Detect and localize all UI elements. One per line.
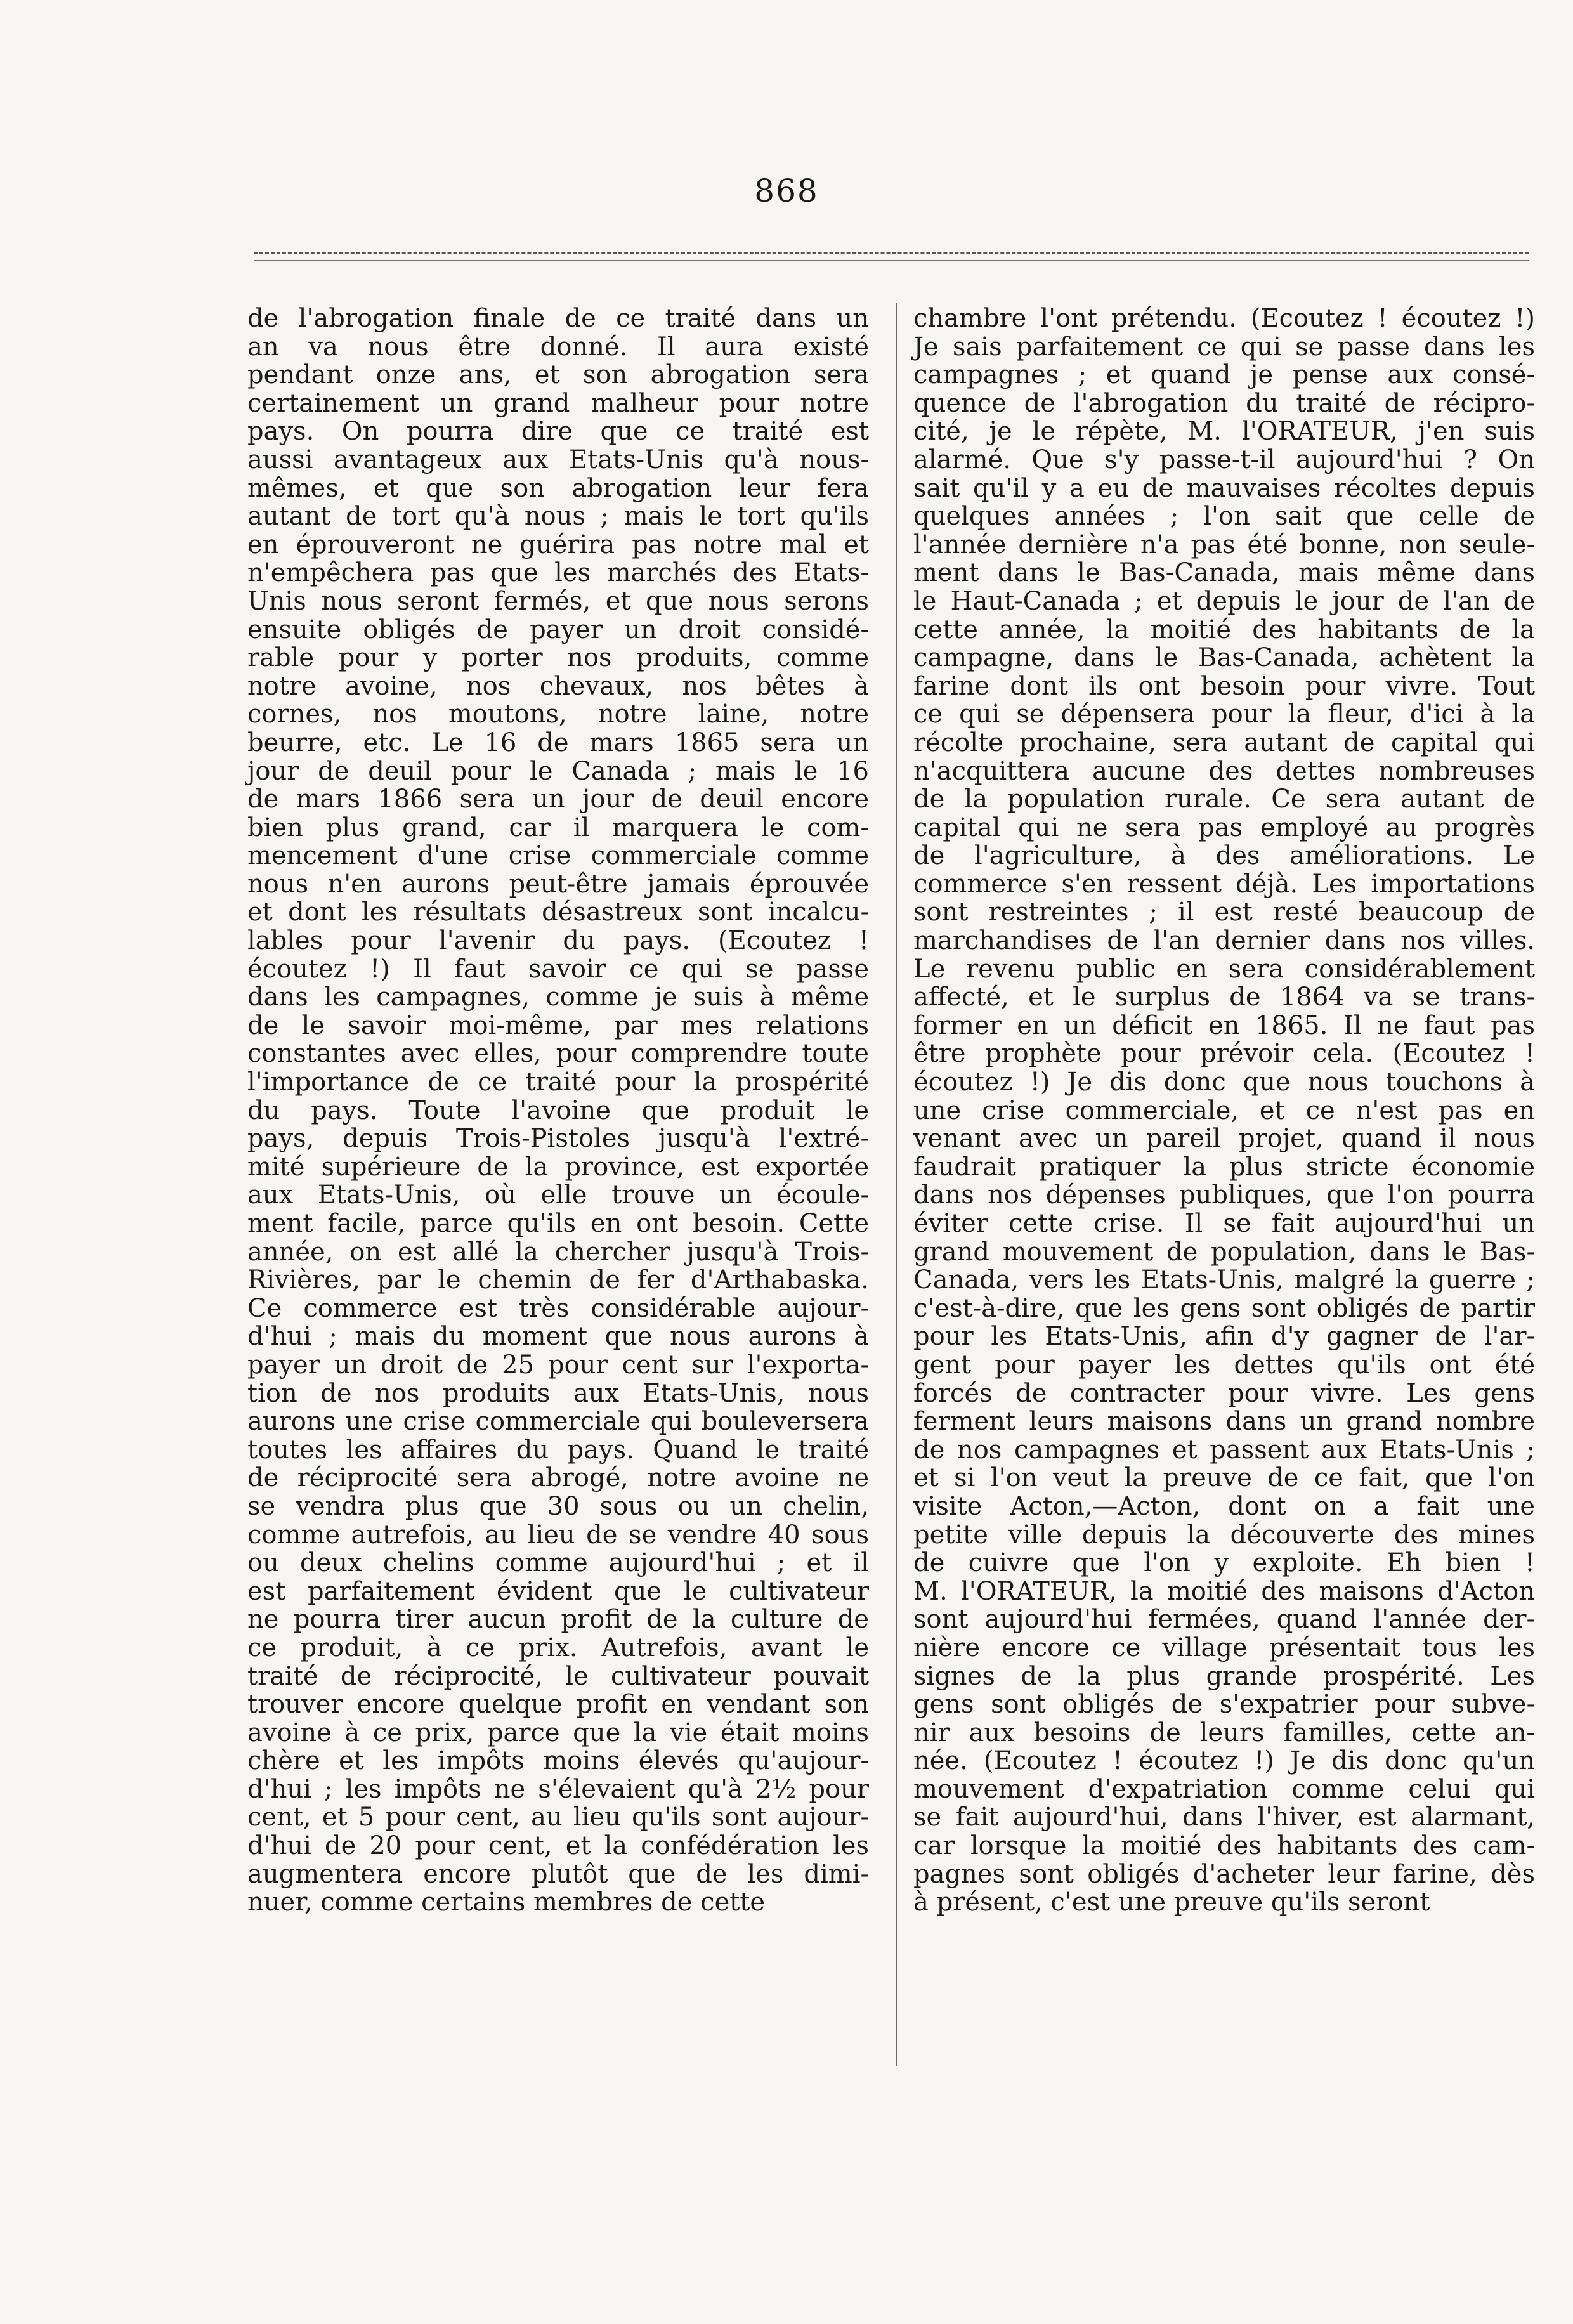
text-line: lables pour l'avenir du pays. (Ecoutez !: [247, 926, 869, 956]
text-line: pendant onze ans, et son abrogation sera: [247, 360, 869, 390]
text-line: certainement un grand malheur pour notre: [247, 388, 869, 418]
text-line: ensuite obligés de payer un droit considé-: [247, 615, 869, 644]
text-line: an va nous être donné. Il aura existé: [247, 332, 869, 362]
text-line: c'est-à-dire, que les gens sont obligés de partir: [913, 1293, 1535, 1323]
text-line: grand mouvement de population, dans le Bas-: [913, 1237, 1535, 1267]
page-number: 868: [754, 173, 819, 209]
left-column: [247, 304, 869, 1917]
text-line: être prophète pour prévoir cela. (Ecoutez !: [913, 1039, 1535, 1069]
text-line: quence de l'abrogation du traité de récipro-: [913, 388, 1535, 418]
text-line: former en un déficit en 1865. Il ne faut pas: [913, 1010, 1535, 1040]
text-line: de cuivre que l'on y exploite. Eh bien !: [913, 1548, 1535, 1578]
text-line: aurons une crise commerciale qui bouleversera: [247, 1407, 869, 1437]
text-line: Canada, vers les Etats-Unis, malgré la guerre ;: [913, 1265, 1535, 1295]
text-line: bien plus grand, car il marquera le com-: [247, 813, 869, 842]
text-line: de le savoir moi-même, par mes relations: [247, 1010, 869, 1040]
text-line: ne pourra tirer aucun profit de la culture de: [247, 1605, 869, 1635]
text-line: ce qui se dépensera pour la fleur, d'ici à la: [913, 700, 1535, 729]
text-line: de réciprocité sera abrogé, notre avoine ne: [247, 1463, 869, 1493]
text-line: nous n'en aurons peut-être jamais éprouvée: [247, 869, 869, 899]
text-line: farine dont ils ont besoin pour vivre. Tout: [913, 671, 1535, 701]
text-line: éviter cette crise. Il se fait aujourd'hui un: [913, 1209, 1535, 1238]
text-line: signes de la plus grande prospérité. Les: [913, 1661, 1535, 1691]
text-line: d'hui ; mais du moment que nous aurons à: [247, 1322, 869, 1352]
text-line: en éprouveront ne guérira pas notre mal et: [247, 530, 869, 559]
text-line: comme autrefois, au lieu de se vendre 40 sous: [247, 1520, 869, 1550]
text-line: nuer, comme certains membres de cette: [247, 1888, 766, 1917]
text-line: faudrait pratiquer la plus stricte économie: [913, 1152, 1535, 1182]
text-line: cité, je le répète, M. l'ORATEUR, j'en suis: [913, 417, 1535, 447]
text-line: Je sais parfaitement ce qui se passe dans les: [913, 332, 1535, 362]
text-line: sait qu'il y a eu de mauvaises récoltes depuis: [913, 473, 1535, 503]
text-line: chère et les impôts moins élevés qu'aujour-: [247, 1746, 869, 1776]
text-line: cette année, la moitié des habitants de la: [913, 615, 1535, 644]
text-line: cent, et 5 pour cent, au lieu qu'ils sont aujour-: [247, 1803, 869, 1832]
text-line: alarmé. Que s'y passe-t-il aujourd'hui ? On: [913, 445, 1535, 474]
text-line: petite ville depuis la découverte des mines: [913, 1520, 1535, 1550]
text-line: de l'agriculture, à des améliorations. Le: [913, 841, 1535, 871]
text-line: du pays. Toute l'avoine que produit le: [247, 1095, 869, 1125]
text-line: campagnes ; et quand je pense aux consé-: [913, 360, 1535, 390]
text-line: née. (Ecoutez ! écoutez !) Je dis donc qu'un: [913, 1746, 1535, 1776]
text-line: visite Acton,—Acton, dont on a fait une: [913, 1491, 1535, 1521]
text-line: ferment leurs maisons dans un grand nombre: [913, 1407, 1535, 1437]
text-line: écoutez !) Il faut savoir ce qui se passe: [247, 954, 869, 984]
text-line: récolte prochaine, sera autant de capital qui: [913, 728, 1535, 757]
text-line: ment facile, parce qu'ils en ont besoin. Cette: [247, 1209, 869, 1238]
text-line: campagne, dans le Bas-Canada, achètent la: [913, 643, 1535, 673]
text-line: de l'abrogation finale de ce traité dans un: [247, 304, 869, 333]
text-line: Ce commerce est très considérable aujour-: [247, 1293, 869, 1323]
text-line: de la population rurale. Ce sera autant de: [913, 785, 1535, 814]
text-line: année, on est allé la chercher jusqu'à Trois-: [247, 1237, 869, 1267]
text-line: ce produit, à ce prix. Autrefois, avant le: [247, 1633, 869, 1662]
text-line: car lorsque la moitié des habitants des cam-: [913, 1831, 1535, 1861]
text-line: payer un droit de 25 pour cent sur l'exporta-: [247, 1350, 869, 1380]
text-line: Le revenu public en sera considérablement: [913, 954, 1535, 984]
text-line: est parfaitement évident que le cultivateur: [247, 1576, 869, 1606]
text-line: autant de tort qu'à nous ; mais le tort qu'ils: [247, 502, 869, 532]
text-line: l'année dernière n'a pas été bonne, non seule-: [913, 530, 1535, 559]
text-line: nière encore ce village présentait tous les: [913, 1633, 1535, 1662]
text-line: sont aujourd'hui fermées, quand l'année der-: [913, 1605, 1535, 1635]
text-line: tion de nos produits aux Etats-Unis, nous: [247, 1378, 869, 1408]
text-line: à présent, c'est une preuve qu'ils seront: [913, 1888, 1430, 1917]
header-rule-dashed: [254, 252, 1529, 257]
header-rule-solid: [254, 260, 1529, 264]
text-line: mêmes, et que son abrogation leur fera: [247, 473, 869, 503]
text-line: trouver encore quelque profit en vendant son: [247, 1690, 869, 1720]
text-line: se fait aujourd'hui, dans l'hiver, est alarmant,: [913, 1803, 1535, 1832]
text-line: ou deux chelins comme aujourd'hui ; et il: [247, 1548, 869, 1578]
text-line: pays, depuis Trois-Pistoles jusqu'à l'extré-: [247, 1124, 869, 1154]
text-line: aux Etats-Unis, où elle trouve un écoule-: [247, 1180, 869, 1210]
text-line: forcés de contracter pour vivre. Les gens: [913, 1378, 1535, 1408]
text-line: quelques années ; l'on sait que celle de: [913, 502, 1535, 532]
text-line: une crise commerciale, et ce n'est pas en: [913, 1095, 1535, 1125]
text-line: mouvement d'expatriation comme celui qui: [913, 1774, 1535, 1804]
text-line: sont restreintes ; il est resté beaucoup de: [913, 898, 1535, 927]
text-line: pagnes sont obligés d'acheter leur farine, dès: [913, 1859, 1535, 1889]
right-column: [913, 304, 1535, 1917]
text-line: venant avec un pareil projet, quand il nous: [913, 1124, 1535, 1154]
text-line: augmentera encore plutôt que de les dimi-: [247, 1859, 869, 1889]
text-line: le Haut-Canada ; et depuis le jour de l'an de: [913, 586, 1535, 616]
text-line: toutes les affaires du pays. Quand le traité: [247, 1435, 869, 1465]
text-line: de nos campagnes et passent aux Etats-Unis ;: [913, 1435, 1535, 1465]
text-line: commerce s'en ressent déjà. Les importations: [913, 869, 1535, 899]
text-line: mité supérieure de la province, est exportée: [247, 1152, 869, 1182]
text-line: n'empêchera pas que les marchés des Etats-: [247, 558, 869, 588]
text-line: aussi avantageux aux Etats-Unis qu'à nous-: [247, 445, 869, 474]
text-line: d'hui ; les impôts ne s'élevaient qu'à 2½ pour: [247, 1774, 869, 1804]
text-line: constantes avec elles, pour comprendre toute: [247, 1039, 869, 1069]
column-divider: [896, 303, 897, 2066]
text-line: affecté, et le surplus de 1864 va se trans-: [913, 982, 1535, 1012]
text-line: de mars 1866 sera un jour de deuil encore: [247, 785, 869, 814]
text-line: traité de réciprocité, le cultivateur pouvait: [247, 1661, 869, 1691]
text-line: nir aux besoins de leurs familles, cette an-: [913, 1718, 1535, 1747]
text-line: avoine à ce prix, parce que la vie était moins: [247, 1718, 869, 1747]
text-line: d'hui de 20 pour cent, et la confédération les: [247, 1831, 869, 1861]
text-line: cornes, nos moutons, notre laine, notre: [247, 700, 869, 729]
text-line: écoutez !) Je dis donc que nous touchons à: [913, 1067, 1535, 1097]
text-line: pour les Etats-Unis, afin d'y gagner de l'ar-: [913, 1322, 1535, 1352]
text-line: jour de deuil pour le Canada ; mais le 16: [247, 756, 869, 786]
text-line: se vendra plus que 30 sous ou un chelin,: [247, 1491, 869, 1521]
text-line: l'importance de ce traité pour la prospérité: [247, 1067, 869, 1097]
text-line: et dont les résultats désastreux sont incalcu-: [247, 898, 869, 927]
text-line: gens sont obligés de s'expatrier pour subve-: [913, 1690, 1535, 1720]
text-line: Rivières, par le chemin de fer d'Arthabaska.: [247, 1265, 869, 1295]
text-line: n'acquittera aucune des dettes nombreuses: [913, 756, 1535, 786]
text-line: dans nos dépenses publiques, que l'on pourra: [913, 1180, 1535, 1210]
text-line: capital qui ne sera pas employé au progrès: [913, 813, 1535, 842]
text-line: chambre l'ont prétendu. (Ecoutez ! écoutez !): [913, 304, 1535, 333]
text-line: ment dans le Bas-Canada, mais même dans: [913, 558, 1535, 588]
text-line: et si l'on veut la preuve de ce fait, que l'on: [913, 1463, 1535, 1493]
text-line: dans les campagnes, comme je suis à même: [247, 982, 869, 1012]
text-line: mencement d'une crise commerciale comme: [247, 841, 869, 871]
text-line: M. l'ORATEUR, la moitié des maisons d'Acton: [913, 1576, 1535, 1606]
text-line: gent pour payer les dettes qu'ils ont été: [913, 1350, 1535, 1380]
text-line: Unis nous seront fermés, et que nous serons: [247, 586, 869, 616]
text-line: notre avoine, nos chevaux, nos bêtes à: [247, 671, 869, 701]
text-line: beurre, etc. Le 16 de mars 1865 sera un: [247, 728, 869, 757]
text-line: rable pour y porter nos produits, comme: [247, 643, 869, 673]
text-line: marchandises de l'an dernier dans nos villes.: [913, 926, 1535, 956]
text-line: pays. On pourra dire que ce traité est: [247, 417, 869, 447]
